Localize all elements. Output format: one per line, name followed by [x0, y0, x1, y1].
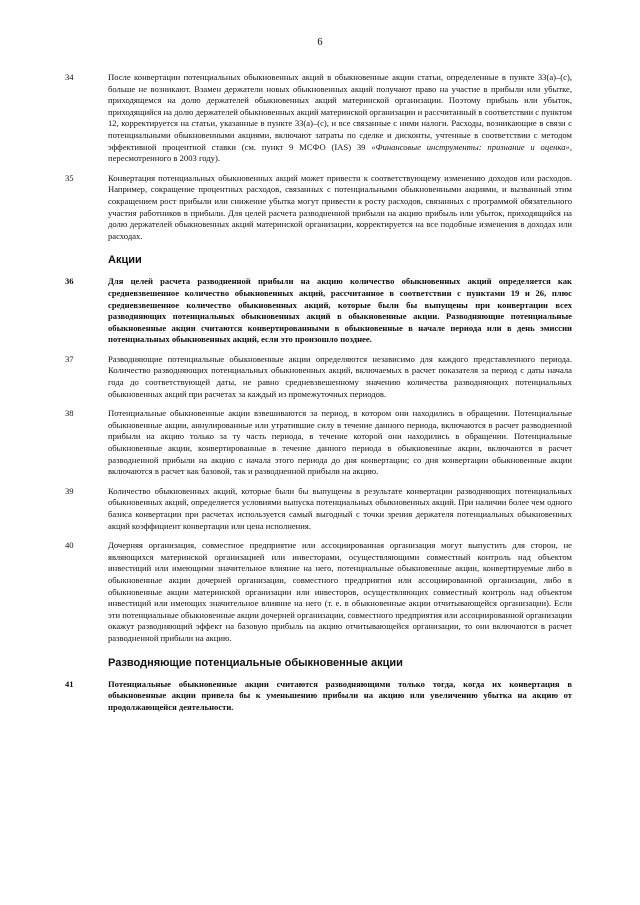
- paragraph-number: 35: [65, 172, 74, 183]
- paragraph-text: Конвертация потенциальных обыкновенных акций может привести к соответствующему изменению доходов или расходов. Например, сокращение процентных расходов, связанных с потенциальными обыкновенными акциями, и вызванный этим сокращением рост прибыли или снижение убытка могут привести к росту расходов, связанных с программой обязательного участия работников в прибыли. Для целей расчета разводненной прибыли на акцию прибыль или убыток, приходящийся на долю держателей обыкновенных акций материнской организации, корректируется на все подобные изменения в доходах или расходах.: [108, 172, 572, 241]
- page-number: 6: [317, 37, 323, 48]
- paragraph-37: [60, 354, 572, 400]
- paragraph-36: [60, 276, 572, 346]
- paragraph-text: Потенциальные обыкновенные акции считаются разводняющими только тогда, когда их конвертация в обыкновенные акции привела бы к уменьшению прибыли на акцию или увеличению убытка на акцию от продолжающейся деятельности.: [108, 678, 572, 712]
- section-heading-dilutive-shares: Разводняющие потенциальные обыкновенные акции: [108, 656, 403, 669]
- paragraph-text: Для целей расчета разводненной прибыли на акцию количество обыкновенных акций определяется как средневзвешенное количество обыкновенных акций, рассчитанное в соответствии с пунктами 19 и 26, плюс средневзвешенное количество обыкновенных акций, которые были бы выпущены при конвертации всех разводняющих потенциальных обыкновенных акций в обыкновенные акции. Разводняющие потенциальные обыкновенные акции считаются конвертированными в обыкновенные в начале периода или в день эмиссии потенциальных обыкновенных акций, если это произошло позднее.: [108, 276, 572, 345]
- paragraph-number: 41: [65, 678, 74, 689]
- paragraph-34: [60, 72, 572, 165]
- paragraph-number: 37: [65, 353, 74, 364]
- paragraph-41: [60, 679, 572, 714]
- paragraph-text: Потенциальные обыкновенные акции взвешиваются за период, в котором они находились в обращении. Потенциальные обыкновенные акции, аннулированные или утратившие силу в течение данного периода, включаются в расчет разводненной прибыли на акцию только за ту часть периода, в течение которой они находились в обращении. Потенциальные обыкновенные акции, конвертированные в течение данного периода в обыкновенные акции, включаются в расчет разводненной прибыли на акцию с начала этого периода до дня конвертации; со дня конвертации обыкновенные акции включаются в расчет как базовой, так и разводненной прибыли на акцию.: [108, 408, 572, 477]
- paragraph-text: После конвертации потенциальных обыкновенных акций в обыкновенные акции статьи, определенные в пункте 33(а)–(с), больше не возникают. Взамен держатели новых обыкновенных акций получают право на участие в прибыли или убытке, приходящемся на долю держателей обыкновенных акций материнской организации. Поэтому прибыль или убыток, приходящийся на долю держателей обыкновенных акций материнской организации и рассчитанный в соответствии с пунктом 12, корректируется на статьи, указанные в пункте 33(а)–(с), и все связанные с ними налоги. Расходы, возникающие в связи с потенциальными обыкновенными акциями, включают затраты по сделке и дисконты, учтенные в соответствии с методом эффективной процентной ставки (см. пункт 9 МСФО (IAS) 39 «Финансовые инструменты: признание и оценка», пересмотренного в 2003 году).: [108, 72, 572, 164]
- paragraph-40: [60, 540, 572, 644]
- paragraph-number: 34: [65, 72, 74, 82]
- paragraph-number: 36: [65, 276, 74, 287]
- paragraph-number: 38: [65, 408, 74, 419]
- paragraph-number: 39: [65, 485, 74, 496]
- paragraph-38: [60, 408, 572, 478]
- standard-title: «Финансовые инструменты: признание и оценка»: [371, 141, 570, 152]
- section-heading-shares: Акции: [108, 254, 142, 267]
- paragraph-text: Разводняющие потенциальные обыкновенные акции определяются независимо для каждого представленного периода. Количество разводняющих потенциальных обыкновенных акций, включаемых в расчет показателя за период с даты начала года до соответствующей даты, не равно средневзвешенному значению количества разводняющих потенциальных обыкновенных акций при расчетах за каждый из промежуточных периодов.: [108, 353, 572, 399]
- document-body: [60, 72, 572, 721]
- paragraph-35: [60, 173, 572, 243]
- paragraph-39: [60, 486, 572, 532]
- paragraph-text: Дочерняя организация, совместное предприятие или ассоциированная организация могут выпустить для сторон, не являющихся материнской организацией или инвесторами, осуществляющими совместный контроль над объектом инвестиций или имеющими значительное влияние на него, потенциальные обыкновенные акции, конвертируемые либо в обыкновенные акции дочерней организации, совместного предприятия или ассоциированной организации, либо в обыкновенные акции материнской организации или инвесторов, осуществляющих совместный контроль над объектом инвестиций или имеющих значительное влияние на него (т. е. в обыкновенные акции отчитывающейся организации). Если эти потенциальные обыкновенные акции дочерней организации, совместного предприятия или ассоциированной организации окажут разводняющий эффект на базовую прибыль на акцию отчитывающейся организации, то они включаются в расчет разводненной прибыли на акцию.: [108, 540, 572, 643]
- paragraph-number: 40: [65, 540, 74, 551]
- paragraph-text: Количество обыкновенных акций, которые были бы выпущены в результате конвертации разводняющих потенциальных обыкновенных акций, определяется условиями выпуска потенциальных обыкновенных акций. При наличии более чем одного базиса конвертации при расчетах используется самый выгодный с точки зрения держателя потенциальных обыкновенных акций коэффициент конвертации или цена исполнения.: [108, 485, 572, 531]
